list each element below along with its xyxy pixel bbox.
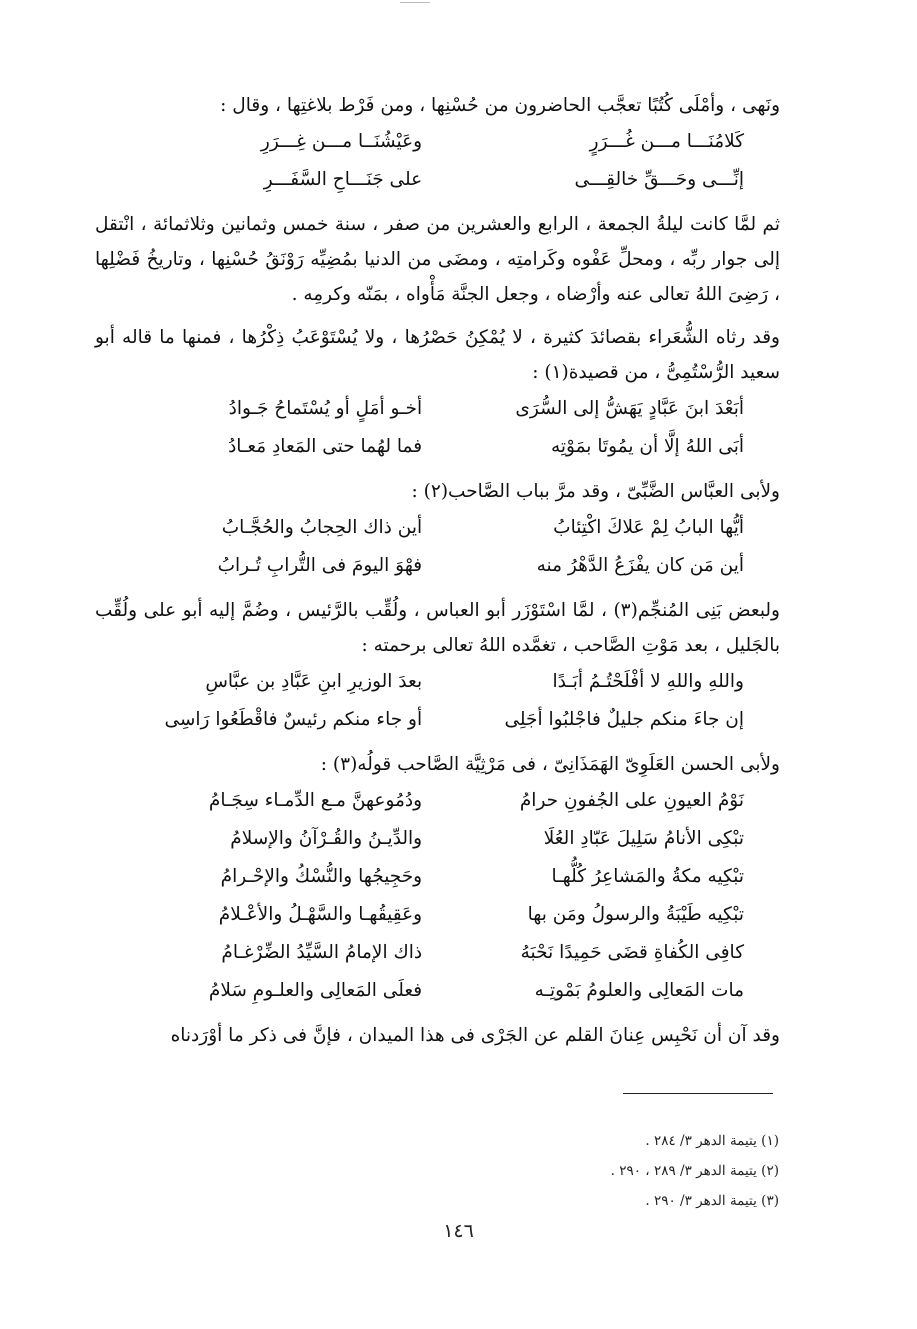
verse-second-hemistich: وحَجِيجُها والنُّسْكُ والإحْـرامُ	[220, 866, 423, 887]
verses-group-2	[95, 390, 780, 466]
paragraph-munajjim: ولبعض بَنِى المُنجِّم(٣) ، لمَّا اسْتَوْزَر أبو العباس ، ولُقِّب بالرَّئيس ، وضُمَّ إليه أبو على ولُقِّب بالجَليل ، بعد مَوْتِ الصَّاحب ، تغمَّده اللهُ تعالى برحمته :	[95, 600, 780, 656]
verse-second-hemistich: أو جاء منكم رئيسٌ فاقْطَعُوا رَاسِى	[164, 709, 423, 730]
verse-line	[95, 896, 780, 934]
footnote: (١) يتيمة الدهر ٣/ ٢٨٤ .	[645, 1133, 779, 1149]
verse-line	[95, 663, 780, 701]
verse-line	[95, 509, 780, 547]
verse-second-hemistich: فعلَى المَعالِى والعلـومِ سَلامُ	[208, 980, 423, 1001]
verse-first-hemistich: أين مَن كان يفْزَعُ الدَّهْرُ منه	[536, 555, 744, 576]
verse-first-hemistich: أبَعْدَ ابنَ عَبَّادٍ يَهَشُّ إلى السُّرَى	[515, 398, 744, 419]
verse-first-hemistich: واللهِ واللهِ لا أفْلَحْتُـمُ أبَـدًا	[552, 671, 744, 692]
verse-second-hemistich: أخـو أمَلٍ أو يُسْتَماحُ جَـوادُ	[228, 398, 423, 419]
verse-first-hemistich: إنِّـــى وحَـــقِّ خالقِـــى	[574, 169, 744, 190]
verse-second-hemistich: وعَقِيقُهـا والسَّهْـلُ والأعْـلامُ	[218, 904, 423, 925]
verse-line	[95, 858, 780, 896]
verse-first-hemistich: إن جاءَ منكم جليلٌ فاجْلبُوا أجَلِى	[504, 709, 744, 730]
verse-first-hemistich: مات المَعالِى والعلومُ بَمْوتِـه	[534, 980, 744, 1001]
verses-group-4	[95, 663, 780, 739]
page-number: ١٤٦	[443, 1220, 474, 1242]
verse-line	[95, 123, 780, 161]
verse-first-hemistich: أبَى اللهُ إلَّا أن يمُوتَا بمَوْتِه	[550, 436, 744, 457]
verse-line	[95, 161, 780, 199]
paragraph-hamadhani: ولأبى الحسن العَلَوِىّ الهَمَذَانِىّ ، فى مَرْثِيَّة الصَّاحب قولُه(٣) :	[320, 754, 780, 775]
verse-second-hemistich: وعَيْشُنَــا مـــن غِـــرَرِ	[260, 131, 423, 152]
verse-second-hemistich: أين ذاك الحِجابُ والحُجَّـابُ	[221, 517, 423, 538]
verse-second-hemistich: فهْوَ اليومَ فى التُّرابِ تُـرابُ	[217, 555, 423, 576]
footnote: (٣) يتيمة الدهر ٣/ ٢٩٠ .	[645, 1193, 779, 1209]
verse-first-hemistich: أيُّها البابُ لِمْ عَلاكَ اكْتِئابُ	[553, 517, 744, 538]
paragraph-elegies: وقد رثاه الشُّعَراء بقصائدَ كثيرة ، لا يُمْكِنُ حَصْرُها ، ولا يُسْتَوْعَبُ ذِكْرُها ، فمنها ما قاله أبو سعيد الرُّسْتُمِىُّ ، من قصيدة(١) :	[95, 327, 780, 383]
verse-line	[95, 972, 780, 1010]
verse-first-hemistich: تبْكِيه طَيْبَةُ والرسولُ ومَن بها	[527, 904, 744, 925]
verse-second-hemistich: بعدَ الوزيرِ ابنِ عَبَّادِ بن عبَّاسِ	[205, 671, 423, 692]
verses-group-1	[95, 123, 780, 199]
verse-line	[95, 820, 780, 858]
page-body	[95, 88, 780, 1053]
paragraph-dabbi: ولأبى العبَّاس الضَّبِّىّ ، وقد مرَّ بباب الصَّاحب(٢) :	[411, 481, 780, 502]
verse-line	[95, 782, 780, 820]
verses-group-5	[95, 782, 780, 1010]
verse-line	[95, 701, 780, 739]
verse-line	[95, 390, 780, 428]
verse-first-hemistich: تبْكِيه مكةُ والمَشاعِرُ كُلُّهـا	[551, 866, 744, 887]
verse-first-hemistich: كافِى الكُفاةِ قضَى حَمِيدًا نَحْبَهُ	[520, 942, 744, 963]
verse-second-hemistich: فما لهُما حتى المَعادِ مَعـادُ	[228, 436, 423, 457]
footnote-divider	[623, 1093, 773, 1094]
verse-second-hemistich: على جَنَـــاحِ السَّفَـــرِ	[263, 169, 423, 190]
verses-group-3	[95, 509, 780, 585]
verse-first-hemistich: كَلامُنَـــا مـــن غُـــرَرٍ	[589, 131, 744, 152]
paragraph-closing: وقد آن أن نَحْبِس عِنانَ القلم عن الجَرْى فى هذا الميدان ، فإنَّ فى ذكر ما أوْرَدناه	[170, 1025, 780, 1046]
verse-line	[95, 547, 780, 585]
top-edge-mark	[400, 2, 430, 3]
verse-second-hemistich: ذاك الإمامُ السَّيِّدُ الضِّرْغـامُ	[221, 942, 423, 963]
intro-line: ونَهى ، وأمْلَى كُتُبًا تعجَّب الحاضرون من حُسْنِها ، ومن فَرْط بلاغتِها ، وقال :	[220, 95, 780, 116]
footnote: (٢) يتيمة الدهر ٣/ ٢٨٩ ، ٢٩٠ .	[610, 1163, 779, 1179]
verse-first-hemistich: نَوْمُ العيونِ على الجُفونِ حرامُ	[519, 790, 744, 811]
paragraph-death: ثم لمَّا كانت ليلةُ الجمعة ، الرابع والعشرين من صفر ، سنة خمس وثمانين وثلاثمائة ، انْتقل إلى جوار ربِّه ، ومحلِّ عَفْوه وكَرامتِه ، ومضَى من الدنيا بمُضِيِّه رَوْنَقُ حُسْنِها ، وتاريخُ فَضْلِها ، رَضِىَ اللهُ تعالى عنه وأرْضاه ، وجعل الجنَّة مَأْواه ، بمَنّه وكرمِه .	[95, 214, 780, 305]
verse-second-hemistich: ودُمُوعهنَّ مـع الدِّمـاء سِجَـامُ	[208, 790, 423, 811]
footnotes	[279, 1126, 779, 1216]
verse-first-hemistich: تبْكِى الأنامُ سَلِيلَ عَبّادِ العُلَا	[543, 828, 744, 849]
verse-line	[95, 428, 780, 466]
verse-line	[95, 934, 780, 972]
verse-second-hemistich: والدِّيـنُ والقُـرْآنُ والإسلامُ	[230, 828, 423, 849]
